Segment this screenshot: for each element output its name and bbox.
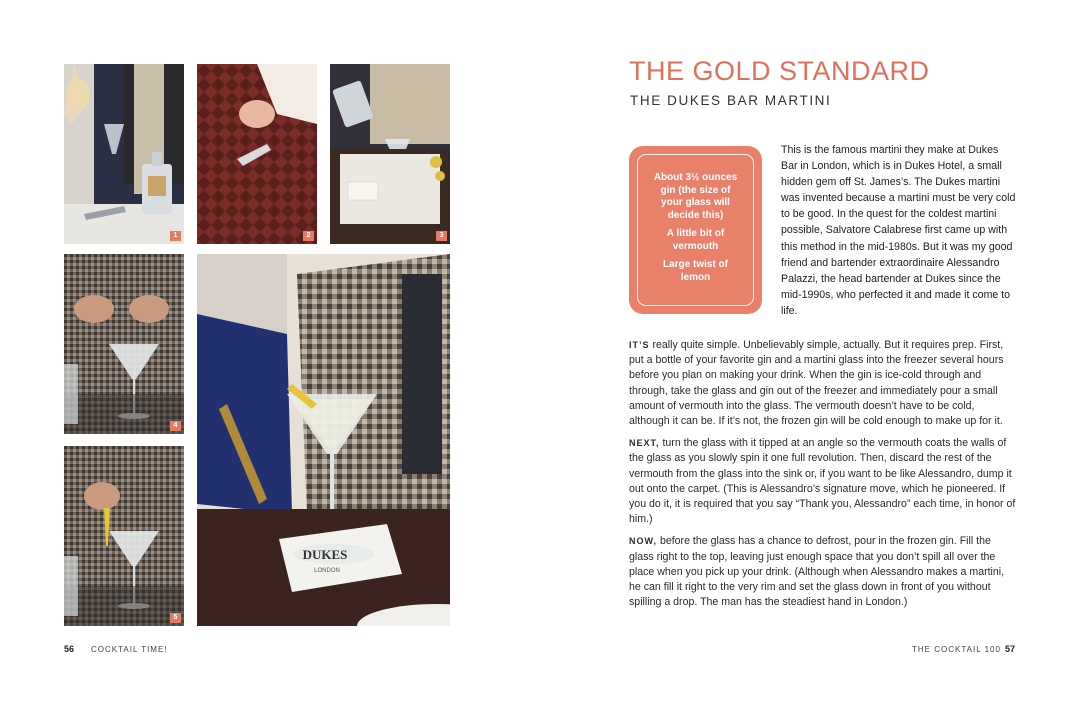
photo-finished-martini xyxy=(197,254,450,626)
paragraph-lead: IT’S xyxy=(629,340,650,350)
paragraph-text: turn the glass with it tipped at an angle so the vermouth coats the walls of the glass as you slowly spin it one full revolution. Then, discard the rest of the vermouth from the glass into the sink or, if you want to be like Alessandro, dump it out onto the carpet. (This is Alessandro’s signature move, which he pioneered. If you do it, it is required that you say “Thank you, Alessandro” each time, in honor of him.) xyxy=(629,437,1016,526)
recipe-instructions xyxy=(629,338,1017,617)
photo-step-1-illustration xyxy=(64,64,184,244)
photo-step-2-illustration xyxy=(197,64,317,244)
paragraph-lead: NOW, xyxy=(629,536,657,547)
photo-step-5 xyxy=(64,446,184,626)
left-page-number: 56 xyxy=(64,644,75,654)
instruction-paragraph-1 xyxy=(629,338,1017,429)
photo-step-4-illustration xyxy=(64,254,184,434)
paragraph-text: before the glass has a chance to defrost, pour in the frozen gin. Fill the glass right to the top, leaving just enough space that you don’t spill all over the place when you pick up your drink. (Although when Alessandro makes a martini, he can fill it right to the very rim and set the glass down in front of you without spilling a drop. The man has the steadiest hand in London.) xyxy=(629,535,1005,609)
ingredient-vermouth: A little bit of vermouth xyxy=(666,228,725,252)
photo-step-2 xyxy=(197,64,317,244)
recipe-subtitle: THE DUKES BAR MARTINI xyxy=(630,93,832,108)
photo-finished-martini-illustration xyxy=(197,254,450,626)
photo-step-number: 5 xyxy=(170,613,181,623)
paragraph-text: really quite simple. Unbelievably simple, actually. But it requires prep. First, put a bottle of your favorite gin and a martini glass into the freezer several hours before you plan on making your drink. When the gin is ice-cold through and through, take the glass and gin out of the freezer and immediately pour a small amount of vermouth into the glass. The vermouth doesn’t have to be cold, although it can be. If it’s not, the frozen gin will be cold enough to make up for it. xyxy=(629,339,1004,428)
paragraph-lead: NEXT, xyxy=(629,438,660,449)
left-running-title: COCKTAIL TIME! xyxy=(91,645,168,654)
right-running-title: THE COCKTAIL 100 xyxy=(912,645,1001,654)
napkin-brand: DUKES xyxy=(302,547,348,562)
photo-step-3-illustration xyxy=(330,64,450,244)
recipe-intro: This is the famous martini they make at Dukes Bar in London, which is in Dukes Hotel, a small hidden gem off St. James’s. The Dukes martini was invented because a martini must be very cold to be good. In the quest for the coldest martini possible, Salvatore Calabrese first came up with this method in the mid-1980s. But it was my good friend and bartender extraordinaire Alessandro Palazzi, the head bartender at Dukes since the mid-1990s, who perfected it and made it come to life. xyxy=(781,144,1016,317)
photo-step-5-illustration xyxy=(64,446,184,626)
instruction-paragraph-3 xyxy=(629,534,1017,610)
photo-step-1 xyxy=(64,64,184,244)
photo-step-number: 2 xyxy=(303,231,314,241)
ingredients-box xyxy=(629,146,762,314)
ingredient-lemon: Large twist of lemon xyxy=(662,259,728,283)
photo-step-number: 3 xyxy=(436,231,447,241)
photo-step-3 xyxy=(330,64,450,244)
instruction-paragraph-2 xyxy=(629,436,1017,527)
ingredients-list xyxy=(649,172,742,290)
ingredient-gin: About 3½ ounces gin (the size of your glass will decide this) xyxy=(653,172,738,221)
napkin-city: LONDON xyxy=(314,568,340,574)
photo-step-number: 1 xyxy=(170,231,181,241)
photo-step-number: 4 xyxy=(170,421,181,431)
right-page-number: 57 xyxy=(1005,644,1016,654)
photo-step-4 xyxy=(64,254,184,434)
recipe-title: THE GOLD STANDARD xyxy=(629,56,930,86)
